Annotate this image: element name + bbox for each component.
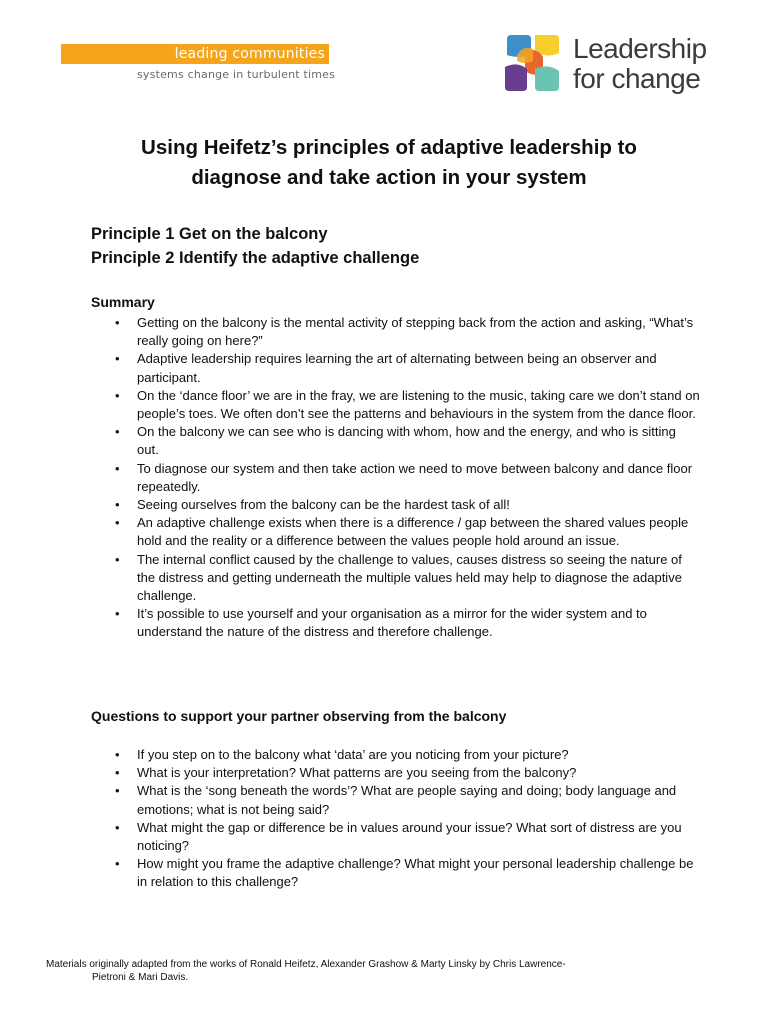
list-item: • How might you frame the adaptive challenge? What might your personal leadership challenge be in relation to this challenge?: [91, 855, 701, 891]
footer-line-1: Materials originally adapted from the works of Ronald Heifetz, Alexander Grashow & Marty Linsky by Chris Lawrence-: [46, 959, 566, 970]
logo-line-1: Leadership: [573, 33, 707, 64]
list-item: • It’s possible to use yourself and your organisation as a mirror for the wider system and to understand the nature of the distress and therefore challenge.: [91, 605, 701, 641]
list-item: • The internal conflict caused by the challenge to values, causes distress so seeing the nature of the distress and getting underneath the multiple values held may help to diagnose the adaptive challenge.: [91, 551, 701, 606]
footer-line-2: Pietroni & Mari Davis.: [92, 972, 189, 983]
summary-list: [91, 314, 701, 642]
list-item: • On the balcony we can see who is dancing with whom, how and the energy, and who is sitting out.: [91, 423, 701, 459]
footer-attribution: [46, 958, 686, 984]
page-title: [40, 133, 738, 193]
list-item: • If you step on to the balcony what ‘data’ are you noticing from your picture?: [91, 746, 701, 764]
page-title-line-2: diagnose and take action in your system: [191, 166, 587, 189]
questions-heading: Questions to support your partner observing from the balcony: [91, 708, 507, 724]
brand-bar-text: leading communities: [174, 46, 325, 62]
logo-mark-icon: [503, 33, 563, 95]
leading-communities-brand: [61, 44, 336, 81]
list-item: • Seeing ourselves from the balcony can be the hardest task of all!: [91, 496, 701, 514]
questions-list: [91, 746, 701, 892]
leadership-for-change-logo: [503, 33, 707, 95]
list-item: • What might the gap or difference be in values around your issue? What sort of distress are you noticing?: [91, 819, 701, 855]
list-item: • An adaptive challenge exists when there is a difference / gap between the shared values people hold and the reality or a difference between the values people hold around an issue.: [91, 514, 701, 550]
page-title-line-1: Using Heifetz’s principles of adaptive leadership to: [141, 136, 637, 159]
principle-1: Principle 1 Get on the balcony: [91, 225, 328, 243]
principle-2: Principle 2 Identify the adaptive challenge: [91, 249, 420, 267]
list-item: • What is the ‘song beneath the words’? What are people saying and doing; body language and emotions; what is not being said?: [91, 782, 701, 818]
logo-wordmark: [573, 34, 707, 94]
list-item: • To diagnose our system and then take action we need to move between balcony and dance floor repeatedly.: [91, 460, 701, 496]
brand-bar: [61, 44, 329, 64]
principles-heading: [91, 222, 419, 270]
logo-line-2: for change: [573, 63, 701, 94]
list-item: • Getting on the balcony is the mental activity of stepping back from the action and asking, “What’s really going on here?”: [91, 314, 701, 350]
summary-heading: Summary: [91, 294, 155, 310]
list-item: • What is your interpretation? What patterns are you seeing from the balcony?: [91, 764, 701, 782]
brand-tagline: systems change in turbulent times: [137, 68, 336, 81]
list-item: • On the ‘dance floor’ we are in the fray, we are listening to the music, taking care we don’t stand on people’s toes. We often don’t see the patterns and behaviours in the system from the dance floor.: [91, 387, 701, 423]
list-item: • Adaptive leadership requires learning the art of alternating between being an observer and participant.: [91, 350, 701, 386]
